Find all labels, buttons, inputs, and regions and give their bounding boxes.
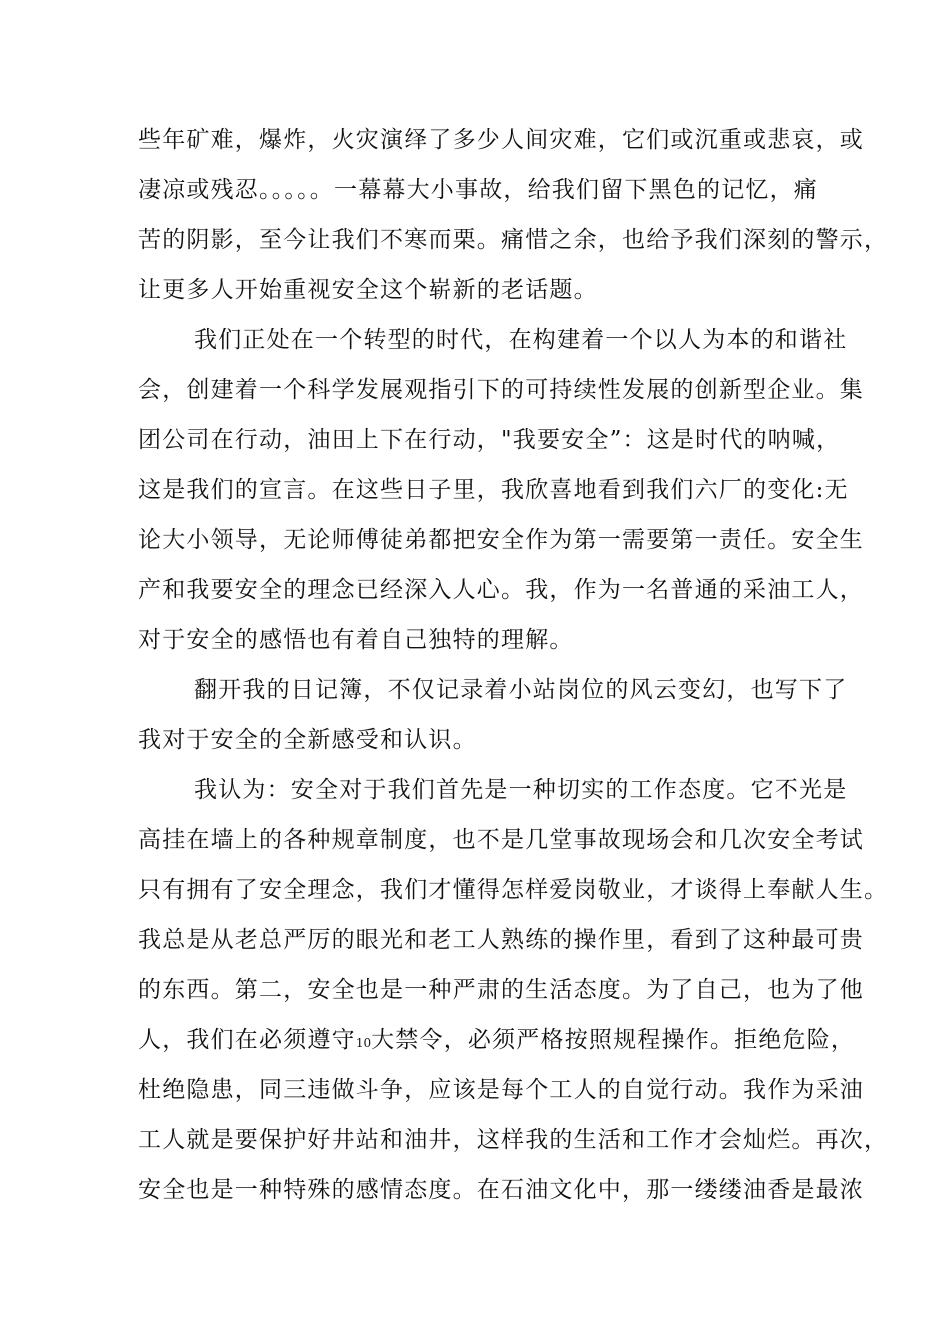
text-line xyxy=(138,1022,855,1058)
text-line: 的东西。第二，安全也是一种严肃的生活态度。为了自己，也为了他 xyxy=(138,977,864,1003)
text-line: 高挂在墙上的各种规章制度，也不是几堂事故现场会和几次安全考试 xyxy=(138,827,864,853)
text-line: 团公司在行动，油田上下在行动，"我要安全”：这是时代的呐喊， xyxy=(138,427,841,453)
text-line: 对于安全的感悟也有着自己独特的理解。 xyxy=(138,627,574,653)
text-line: 苦的阴影，至今让我们不寒而栗。痛惜之余，也给予我们深刻的警示， xyxy=(138,227,889,253)
text-line: 我总是从老总严厉的眼光和老工人熟练的操作里，看到了这种最可贵 xyxy=(138,927,864,953)
text-line: 我对于安全的全新感受和认识。 xyxy=(138,727,477,753)
text-line: 些年矿难，爆炸，火灾演绎了多少人间灾难，它们或沉重或悲哀，或 xyxy=(138,127,864,153)
text-line: 论大小领导，无论师傅徒弟都把安全作为第一需要第一责任。安全生 xyxy=(138,527,864,553)
text-line: 产和我要安全的理念已经深入人心。我，作为一名普通的采油工人， xyxy=(138,577,864,603)
text-line: 只有拥有了安全理念，我们才懂得怎样爱岗敬业，才谈得上奉献人生。 xyxy=(138,877,889,903)
text-line: 凄凉或残忍。。。。。一幕幕大小事故，给我们留下黑色的记忆，痛 xyxy=(138,177,818,203)
paragraph-start-line: 我们正处在一个转型的时代，在构建着一个以人为本的和谐社 xyxy=(194,327,848,353)
paragraph-start-line: 我认为：安全对于我们首先是一种切实的工作态度。它不光是 xyxy=(194,777,848,803)
paragraph-start-line: 翻开我的日记簿，不仅记录着小站岗位的风云变幻，也写下了 xyxy=(194,677,848,703)
text-line: 杜绝隐患，同三违做斗争，应该是每个工人的自觉行动。我作为采油 xyxy=(138,1077,864,1103)
text-line: 会，创建着一个科学发展观指引下的可持续性发展的创新型企业。集 xyxy=(138,377,864,403)
text-line: 让更多人开始重视安全这个崭新的老话题。 xyxy=(138,277,598,303)
text-segment: 人，我们在必须遵守 xyxy=(138,1027,356,1053)
number-ten: 10 xyxy=(355,1036,372,1050)
text-line: 安全也是一种特殊的感情态度。在石油文化中，那一缕缕油香是最浓 xyxy=(138,1177,864,1203)
text-segment: 大禁令，必须严格按照规程操作。拒绝危险， xyxy=(371,1027,856,1053)
text-line: 这是我们的宣言。在这些日子里，我欣喜地看到我们六厂的变化:无 xyxy=(138,477,849,503)
text-line: 工人就是要保护好井站和油井，这样我的生活和工作才会灿烂。再次， xyxy=(138,1127,889,1153)
